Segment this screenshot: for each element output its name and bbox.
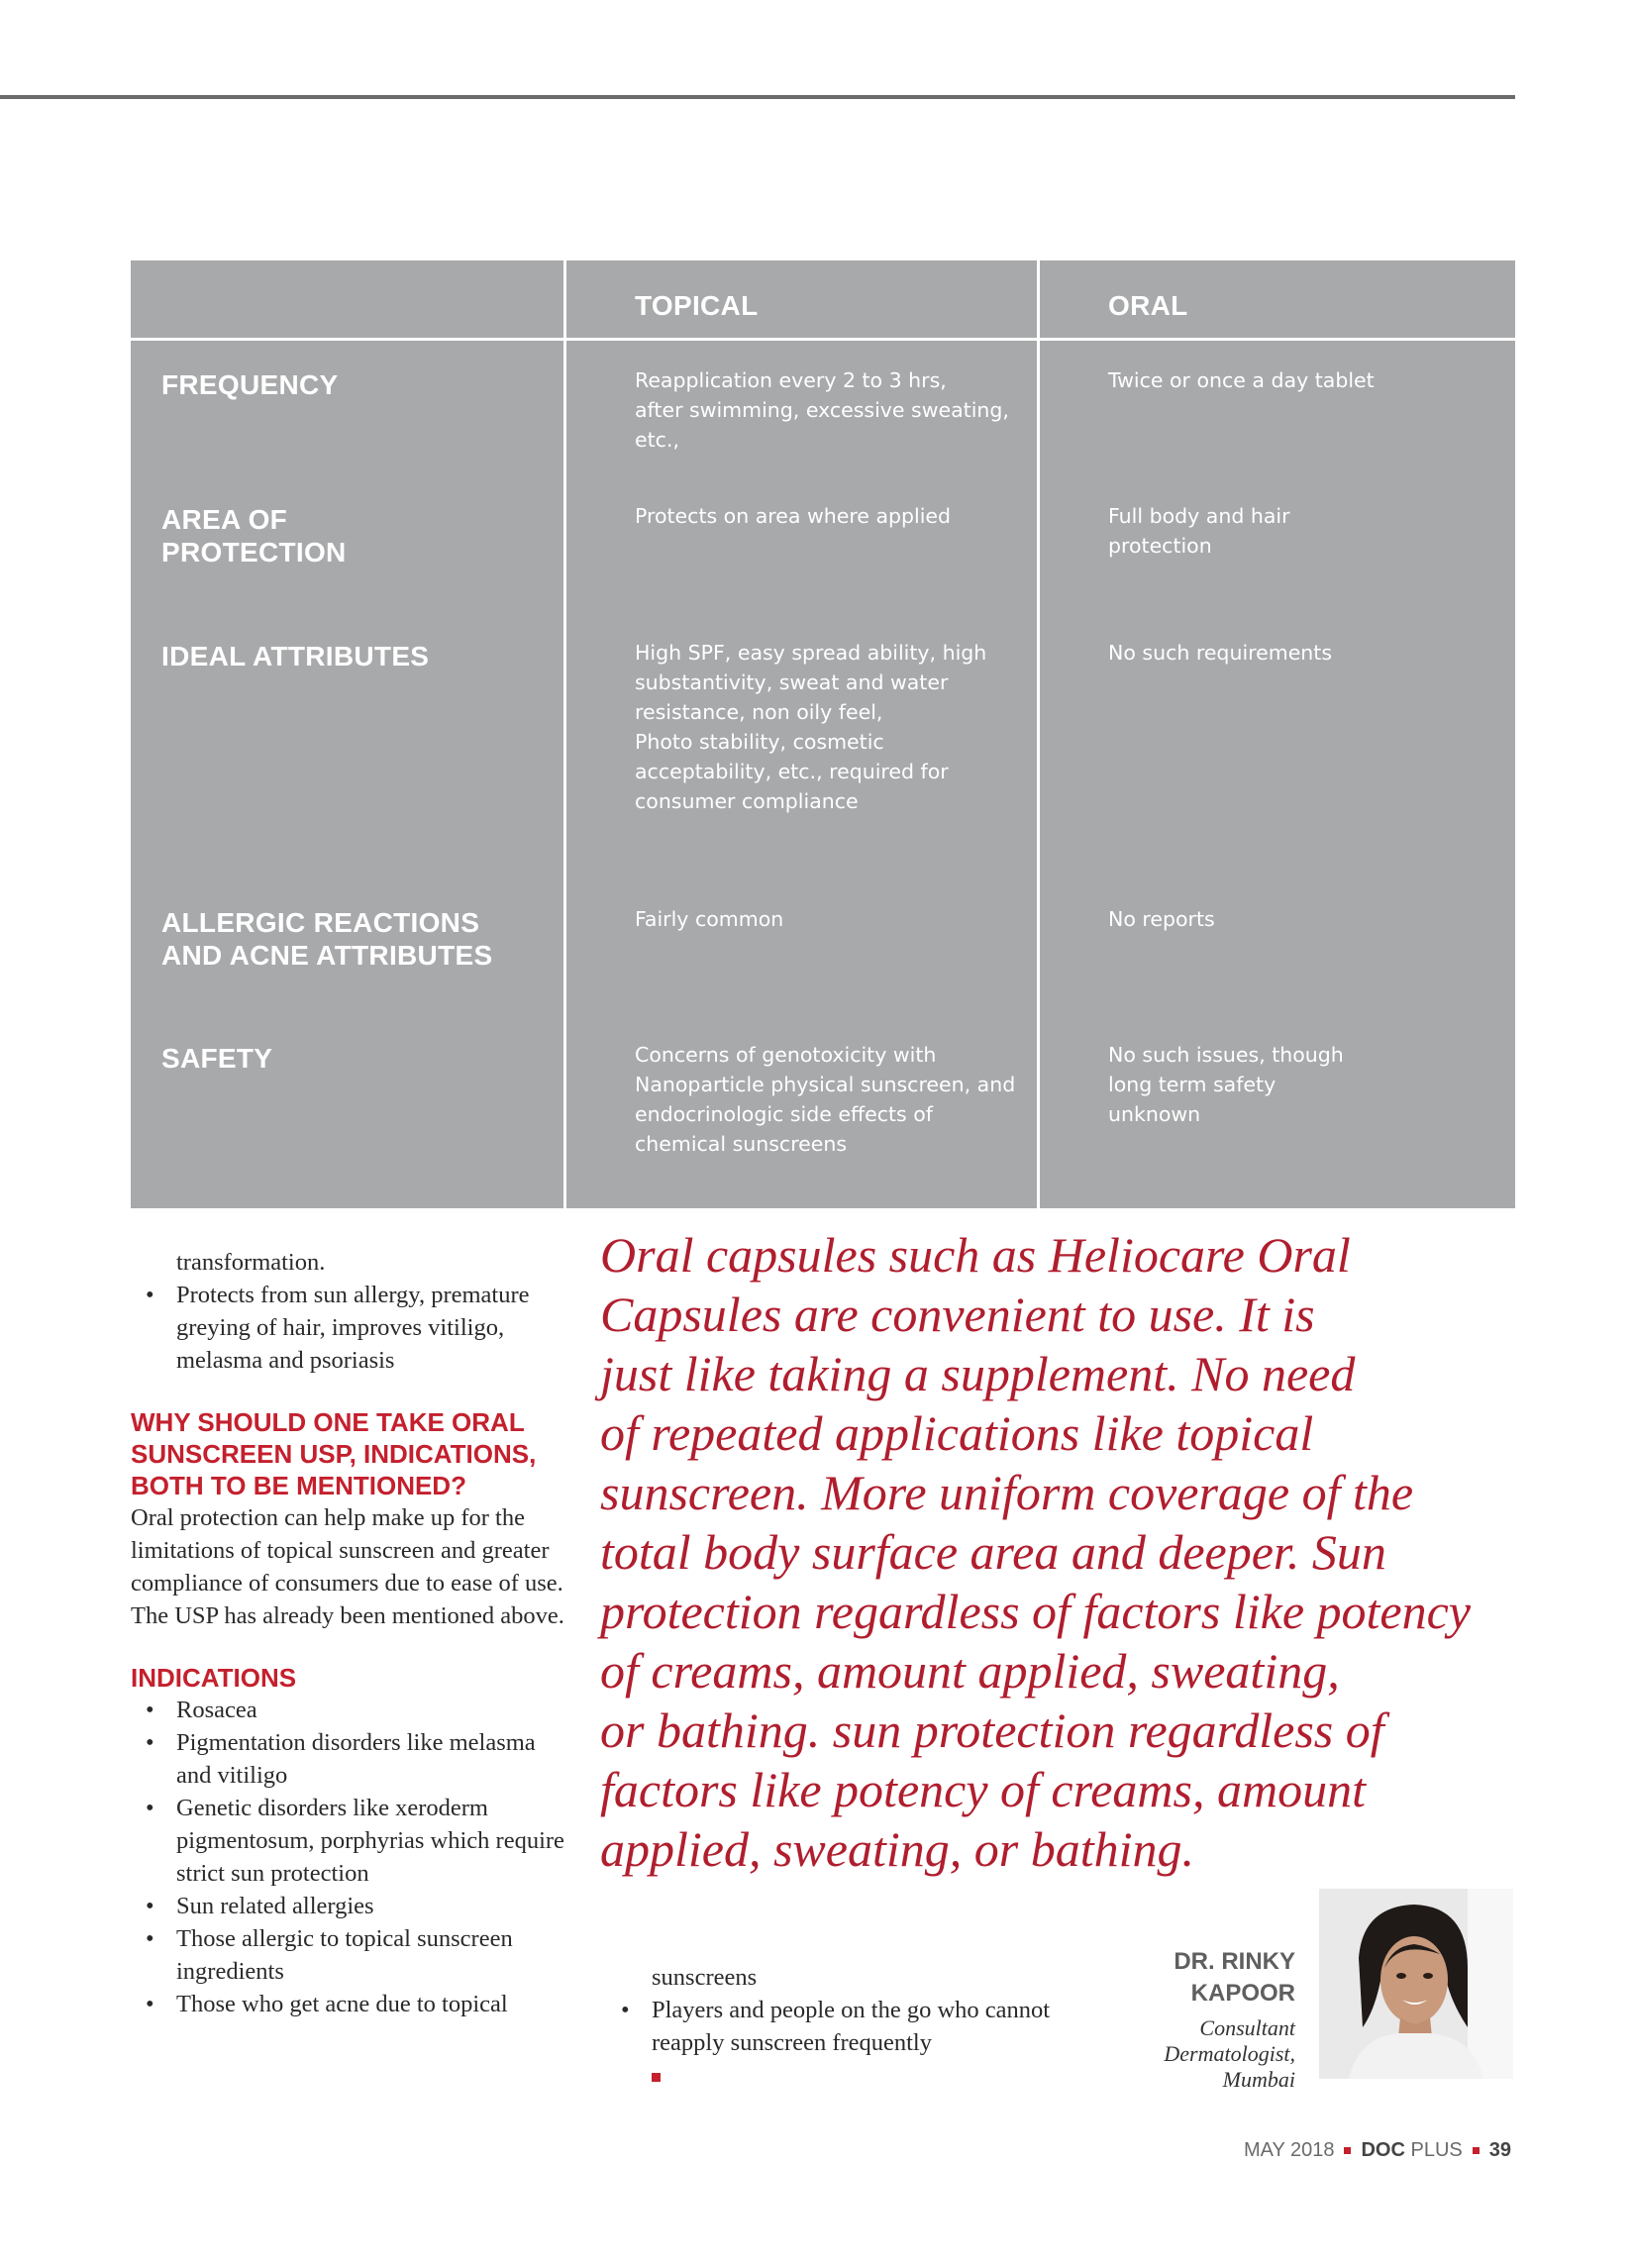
row-label-safety: SAFETY [161, 1043, 273, 1074]
cell-frequency-oral: Twice or once a day tablet [1108, 368, 1375, 392]
benefits-list [131, 1279, 566, 1377]
paragraph-why: Oral protection can help make up for the limitations of topical sunscreen and greater compliance of consumers due to ease of use. The USP has already been mentioned above. [131, 1504, 564, 1629]
top-rule [0, 95, 1515, 99]
cell-safety-topical: Concerns of genotoxicity with Nanoparticle physical sunscreen, and endocrinologic side effects of chemical sunscreens [635, 1043, 1016, 1156]
comparison-table [131, 260, 1515, 1208]
issue-date: MAY 2018 [1243, 2139, 1335, 2161]
column-header-oral: ORAL [1108, 290, 1188, 321]
list-item: • Sun related allergies [131, 1890, 566, 1922]
table-header-rule [131, 338, 1515, 341]
indications-list [131, 1694, 566, 2020]
cell-area-topical: Protects on area where applied [635, 504, 952, 528]
continued-text: transformation. [176, 1249, 326, 1276]
separator-icon [1473, 2147, 1480, 2154]
continued-text: sunscreens [652, 1964, 758, 1991]
cell-ideal-topical: High SPF, easy spread ability, high substantivity, sweat and water resistance, non oily feel, Photo stability, cosmetic acceptability, etc., required for consumer compliance [635, 641, 987, 813]
author-photo [1319, 1889, 1513, 2079]
separator-icon [1344, 2147, 1351, 2154]
left-column [131, 1246, 566, 2020]
cell-frequency-topical: Reapplication every 2 to 3 hrs, after swimming, excessive sweating, etc., [635, 368, 1009, 452]
list-item: • Rosacea [131, 1694, 566, 1726]
cell-safety-oral: No such issues, though long term safety unknown [1108, 1043, 1344, 1126]
table-divider [563, 260, 566, 1208]
list-item: • Those who get acne due to topical [131, 1988, 566, 2020]
list-item: • Pigmentation disorders like melasma and vitiligo [131, 1726, 566, 1792]
row-label-area: AREA OF PROTECTION [161, 504, 347, 567]
page-footer [1244, 2139, 1511, 2162]
list-item: • Players and people on the go who cannot reapply sunscreen frequently [606, 1994, 1062, 2059]
cell-allergic-oral: No reports [1108, 907, 1215, 931]
who-list [606, 1994, 1062, 2059]
author-name: DR. RINKY KAPOOR [1174, 1948, 1295, 2007]
row-label-allergic: ALLERGIC REACTIONS AND ACNE ATTRIBUTES [161, 907, 493, 971]
section-heading-why: WHY SHOULD ONE TAKE ORAL SUNSCREEN USP, INDICATIONS, BOTH TO BE MENTIONED? [131, 1407, 537, 1500]
cell-area-oral: Full body and hair protection [1108, 504, 1290, 558]
author-role: Consultant Dermatologist, Mumbai [1164, 2015, 1295, 2092]
row-label-ideal-attributes: IDEAL ATTRIBUTES [161, 641, 430, 671]
row-label-frequency: FREQUENCY [161, 369, 339, 400]
publication-brand: DOC PLUS [1361, 2139, 1463, 2161]
author-block [1164, 1946, 1295, 2093]
list-item: • Those allergic to topical sunscreen ingredients [131, 1922, 566, 1988]
middle-column [606, 1961, 1062, 2087]
section-heading-indications: INDICATIONS [131, 1663, 297, 1693]
pull-quote: Oral capsules such as Heliocare Oral Capsules are convenient to use. It is just like taking a supplement. No need of repeated applications like topical sunscreen. More uniform coverage of the total body surface area and deeper. Sun protection regardless of factors like potency of creams, amount applied, sweating, or bathing. sun protection regardless of factors like potency of creams, amount applied, sweating, or bathing. [600, 1227, 1471, 1877]
list-item: • Genetic disorders like xeroderm pigmentosum, porphyrias which require strict sun protection [131, 1792, 566, 1890]
column-header-topical: TOPICAL [635, 290, 759, 321]
cell-ideal-oral: No such requirements [1108, 641, 1333, 665]
end-mark-icon [652, 2073, 661, 2082]
cell-allergic-topical: Fairly common [635, 907, 784, 931]
list-item: • Protects from sun allergy, premature greying of hair, improves vitiligo, melasma and psoriasis [131, 1279, 566, 1377]
page-number: 39 [1488, 2139, 1511, 2161]
